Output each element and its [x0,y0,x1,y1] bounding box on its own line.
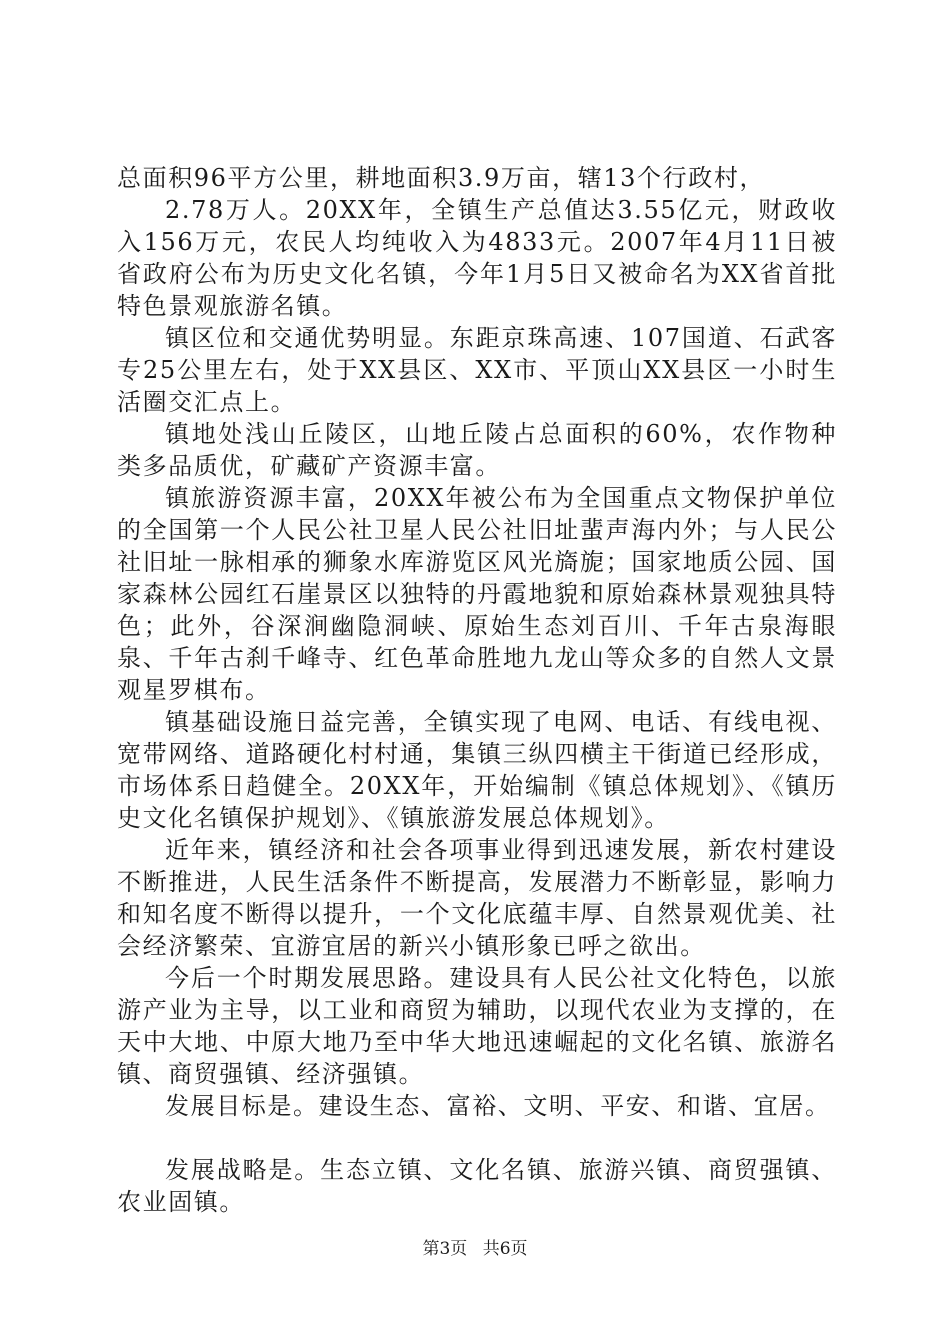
paragraph-recent-development: 近年来，镇经济和社会各项事业得到迅速发展，新农村建设不断推进，人民生活条件不断提高，发展潜力不断彰显，影响力和知名度不断得以提升，一个文化底蕴丰厚、自然景观优美、社会经济繁荣、宜游宜居的新兴小镇形象已呼之欲出。 [117,836,837,960]
document-body [117,162,837,1218]
paragraph-infrastructure: 镇基础设施日益完善，全镇实现了电网、电话、有线电视、宽带网络、道路硬化村村通，集镇三纵四横主干街道已经形成，市场体系日趋健全。20XX年，开始编制《镇总体规划》、《镇历史文化名镇保护规划》、《镇旅游发展总体规划》。 [117,708,837,832]
paragraph-terrain-resources: 镇地处浅山丘陵区，山地丘陵占总面积的60%，农作物种类多品质优，矿藏矿产资源丰富。 [117,420,837,480]
paragraph-development-goals: 发展目标是。建设生态、富裕、文明、平安、和谐、宜居。 [165,1092,831,1120]
paragraph-development-ideas: 今后一个时期发展思路。建设具有人民公社文化特色，以旅游产业为主导，以工业和商贸为辅助，以现代农业为支撑的，在天中大地、中原大地乃至中华大地迅速崛起的文化名镇、旅游名镇、商贸强镇、经济强镇。 [117,964,837,1088]
page-footer [0,1238,950,1260]
paragraph-area-summary: 总面积96平方公里，耕地面积3.9万亩，辖13个行政村， [117,164,766,192]
page-total: 共6页 [482,1239,528,1259]
paragraph-economy: 2.78万人。20XX年，全镇生产总值达3.55亿元，财政收入156万元，农民人均纯收入为4833元。2007年4月11日被省政府公布为历史文化名镇，今年1月5日又被命名为XX省首批特色景观旅游名镇。 [117,196,837,320]
paragraph-tourism-resources: 镇旅游资源丰富，20XX年被公布为全国重点文物保护单位的全国第一个人民公社卫星人民公社旧址蜚声海内外；与人民公社旧址一脉相承的狮象水库游览区风光旖旎；国家地质公园、国家森林公园红石崖景区以独特的丹霞地貌和原始森林景观独具特色；此外，谷深涧幽隐洞峡、原始生态刘百川、千年古泉海眼泉、千年古刹千峰寺、红色革命胜地九龙山等众多的自然人文景观星罗棋布。 [117,484,837,704]
paragraph-location-transport: 镇区位和交通优势明显。东距京珠高速、107国道、石武客专25公里左右，处于XX县区、XX市、平顶山XX县区一小时生活圈交汇点上。 [117,324,837,416]
page-number: 第3页 [422,1239,468,1259]
paragraph-development-strategy: 发展战略是。生态立镇、文化名镇、旅游兴镇、商贸强镇、农业固镇。 [117,1156,837,1216]
